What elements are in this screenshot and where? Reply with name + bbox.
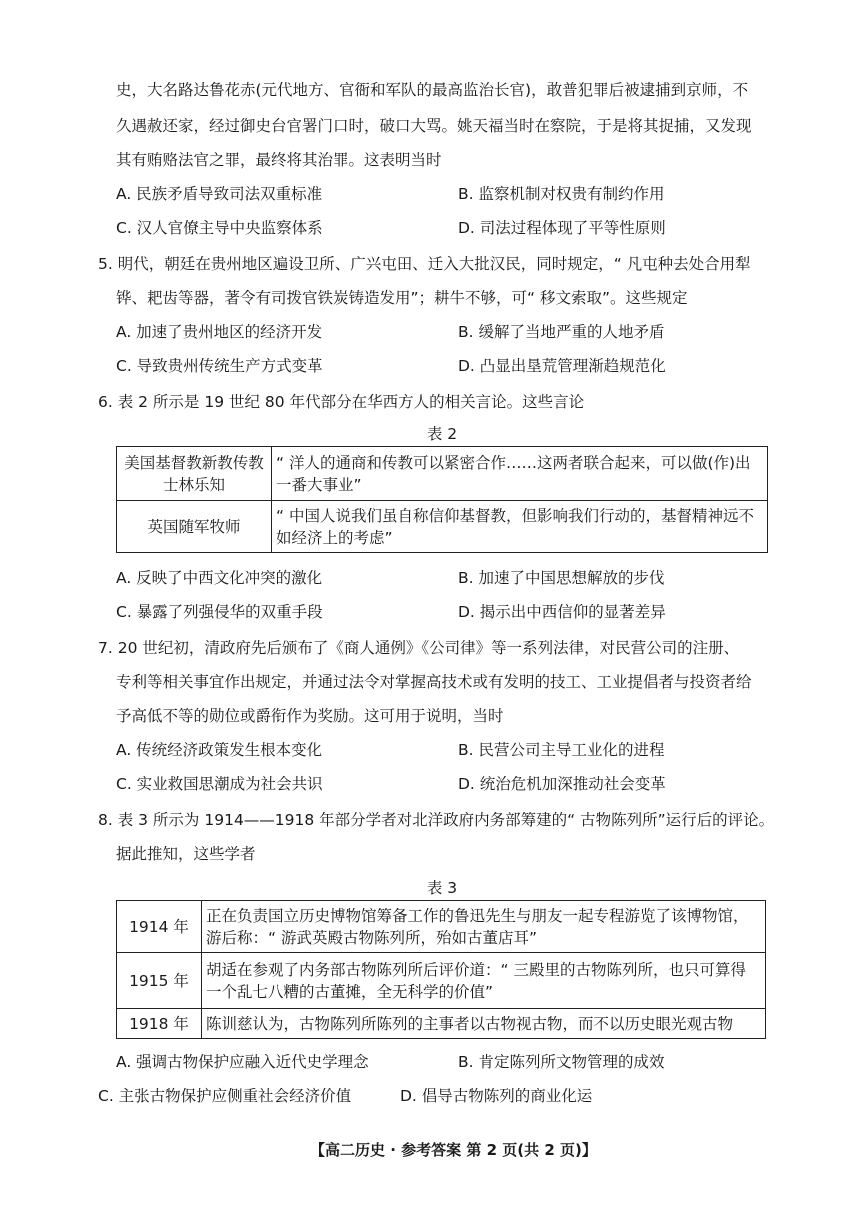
q5-option-c: C. 导致贵州传统生产方式变革 bbox=[116, 357, 323, 375]
table-3-cell-text: 陈训慈认为，古物陈列所陈列的主事者以古物视古物，而不以历史眼光观古物 bbox=[202, 1009, 766, 1039]
q5-option-a: A. 加速了贵州地区的经济开发 bbox=[116, 323, 323, 341]
table-3-cell-text: 胡适在参观了内务部古物陈列所后评价道：“ 三殿里的古物陈列所，也只可算得一个乱七八糟的古董摊，全无科学的价值” bbox=[202, 953, 766, 1009]
q8-option-a: A. 强调古物保护应融入近代史学理念 bbox=[116, 1053, 369, 1071]
q5-line-1: 5. 明代，朝廷在贵州地区遍设卫所、广兴屯田、迁入大批汉民，同时规定，“ 凡屯种去处合用犁 bbox=[98, 255, 751, 273]
q4-option-d: D. 司法过程体现了平等性原则 bbox=[458, 219, 666, 237]
table-row bbox=[117, 953, 766, 1009]
table-3-cell-year: 1918 年 bbox=[117, 1009, 202, 1039]
q7-option-c: C. 实业救国思潮成为社会共识 bbox=[116, 775, 323, 793]
q4-option-c: C. 汉人官僚主导中央监察体系 bbox=[116, 219, 323, 237]
table-2-cell-quote: “ 中国人说我们虽自称信仰基督教，但影响我们行动的，基督精神远不如经济上的考虑” bbox=[272, 501, 768, 553]
q7-option-a: A. 传统经济政策发生根本变化 bbox=[116, 741, 323, 759]
table-3-cell-year: 1915 年 bbox=[117, 953, 202, 1009]
table-row bbox=[117, 447, 768, 501]
table-2-caption: 表 2 bbox=[426, 425, 458, 443]
table-2-cell-who: 美国基督教新教传教士林乐知 bbox=[117, 447, 272, 501]
q6-option-a: A. 反映了中西文化冲突的激化 bbox=[116, 569, 323, 587]
q7-option-b: B. 民营公司主导工业化的进程 bbox=[458, 741, 665, 759]
q7-line-3: 予高低不等的勋位或爵衔作为奖励。这可用于说明，当时 bbox=[116, 707, 504, 725]
q6-line: 6. 表 2 所示是 19 世纪 80 年代部分在华西方人的相关言论。这些言论 bbox=[98, 393, 585, 411]
table-row bbox=[117, 501, 768, 553]
q4-line-2: 久遇赦还家，经过御史台官署门口时，破口大骂。姚天福当时在察院，于是将其捉捕，又发现 bbox=[116, 117, 752, 135]
table-row bbox=[117, 901, 766, 953]
q6-option-c: C. 暴露了列强侵华的双重手段 bbox=[116, 603, 323, 621]
q8-option-c: C. 主张古物保护应侧重社会经济价值 bbox=[98, 1087, 352, 1105]
q4-option-b: B. 监察机制对权贵有制约作用 bbox=[458, 185, 665, 203]
q5-line-2: 铧、耙齿等器，著令有司拨官铁炭铸造发用”；耕牛不够，可“ 移文索取”。这些规定 bbox=[116, 289, 688, 307]
q6-option-d: D. 揭示出中西信仰的显著差异 bbox=[458, 603, 666, 621]
q5-option-d: D. 凸显出垦荒管理渐趋规范化 bbox=[458, 357, 666, 375]
table-3 bbox=[116, 900, 766, 1039]
q4-line-1: 史，大名路达鲁花赤(元代地方、官衙和军队的最高监治长官)，敢普犯罪后被逮捕到京师，不 bbox=[116, 81, 749, 99]
table-3-caption: 表 3 bbox=[426, 879, 458, 897]
table-2-cell-who: 英国随军牧师 bbox=[117, 501, 272, 553]
page-footer: 【高二历史 · 参考答案 第 2 页(共 2 页)】 bbox=[310, 1141, 597, 1159]
table-3-cell-text: 正在负责国立历史博物馆筹备工作的鲁迅先生与朋友一起专程游览了该博物馆，游后称：“ 游武英殿古物陈列所，殆如古董店耳” bbox=[202, 901, 766, 953]
q6-option-b: B. 加速了中国思想解放的步伐 bbox=[458, 569, 665, 587]
table-2 bbox=[116, 446, 768, 553]
q7-line-1: 7. 20 世纪初，清政府先后颁布了《商人通例》《公司律》等一系列法律，对民营公司的注册、 bbox=[98, 639, 740, 657]
q4-option-a: A. 民族矛盾导致司法双重标准 bbox=[116, 185, 323, 203]
q8-option-d: D. 倡导古物陈列的商业化运 bbox=[400, 1087, 593, 1105]
q8-line-2: 据此推知，这些学者 bbox=[116, 845, 256, 863]
table-3-cell-year: 1914 年 bbox=[117, 901, 202, 953]
q8-option-b: B. 肯定陈列所文物管理的成效 bbox=[458, 1053, 665, 1071]
q8-line-1: 8. 表 3 所示为 1914——1918 年部分学者对北洋政府内务部筹建的“ 古物陈列所”运行后的评论。 bbox=[98, 811, 775, 829]
table-2-cell-quote: “ 洋人的通商和传教可以紧密合作……这两者联合起来，可以做(作)出一番大事业” bbox=[272, 447, 768, 501]
q7-line-2: 专利等相关事宜作出规定，并通过法令对掌握高技术或有发明的技工、工业提倡者与投资者给 bbox=[116, 673, 752, 691]
q4-line-3: 其有贿赂法官之罪，最终将其治罪。这表明当时 bbox=[116, 151, 442, 169]
q7-option-d: D. 统治危机加深推动社会变革 bbox=[458, 775, 666, 793]
table-row bbox=[117, 1009, 766, 1039]
q5-option-b: B. 缓解了当地严重的人地矛盾 bbox=[458, 323, 665, 341]
